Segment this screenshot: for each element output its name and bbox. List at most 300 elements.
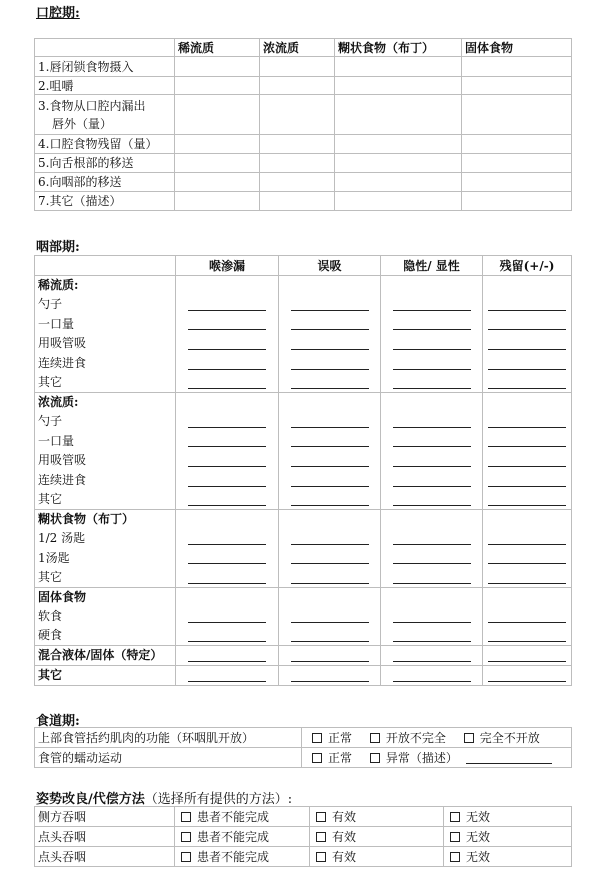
oral-row-label: 5.向舌根部的移送	[35, 154, 175, 173]
pharyngeal-cell	[176, 411, 279, 431]
esophageal-phase-title: 食道期:	[36, 714, 80, 729]
pharyngeal-row-label: 连续进食	[35, 353, 176, 373]
pharyngeal-cell	[483, 645, 572, 665]
pharyngeal-cell	[279, 411, 381, 431]
pharyngeal-row-label: 用吸管吸	[35, 334, 176, 354]
posture-row	[35, 827, 572, 847]
fill-in-blank[interactable]	[188, 532, 266, 545]
fill-in-blank[interactable]	[488, 415, 566, 428]
fill-in-blank[interactable]	[291, 610, 369, 623]
fill-in-blank[interactable]	[488, 474, 566, 487]
pharyngeal-cell	[279, 314, 381, 334]
oral-cell[interactable]	[335, 77, 462, 95]
pharyngeal-row-label: 一口量	[35, 314, 176, 334]
pharyngeal-row	[35, 645, 572, 665]
oral-cell[interactable]	[175, 95, 260, 135]
fill-in-blank[interactable]	[488, 669, 566, 682]
pharyngeal-cell	[279, 276, 381, 295]
fill-in-blank[interactable]	[488, 551, 566, 564]
pharyngeal-cell	[381, 665, 483, 685]
oral-row	[35, 57, 572, 77]
pharyngeal-group-label: 浓流质:	[35, 392, 176, 411]
pharyngeal-cell	[279, 431, 381, 451]
pharyngeal-cell	[176, 295, 279, 315]
pharyngeal-cell	[279, 606, 381, 626]
oral-cell[interactable]	[462, 135, 572, 154]
pharyngeal-cell	[381, 568, 483, 588]
pharyngeal-cell	[483, 509, 572, 528]
pharyngeal-header-blank	[35, 256, 176, 276]
pharyngeal-row	[35, 373, 572, 393]
pharyngeal-group-label: 固体食物	[35, 587, 176, 606]
checkbox[interactable]	[450, 832, 460, 842]
oral-header-blank	[35, 39, 175, 57]
fill-in-blank[interactable]	[291, 434, 369, 447]
pharyngeal-row-label: 其它	[35, 665, 176, 685]
pharyngeal-cell	[176, 528, 279, 548]
pharyngeal-header-aspiration: 误吸	[279, 256, 381, 276]
fill-in-blank[interactable]	[393, 376, 471, 389]
posture-option-label: 无效	[466, 829, 491, 844]
pharyngeal-cell	[176, 645, 279, 665]
oral-cell[interactable]	[260, 57, 335, 77]
pharyngeal-cell	[483, 314, 572, 334]
pharyngeal-cell	[279, 334, 381, 354]
pharyngeal-row	[35, 431, 572, 451]
pharyngeal-row-label: 勺子	[35, 411, 176, 431]
pharyngeal-row-label: 其它	[35, 490, 176, 510]
posture-option-label: 患者不能完成	[197, 809, 270, 824]
pharyngeal-cell	[483, 490, 572, 510]
oral-cell[interactable]	[260, 192, 335, 211]
posture-row	[35, 847, 572, 867]
option-normal-label: 正常	[328, 750, 353, 765]
oral-cell[interactable]	[175, 57, 260, 77]
fill-in-blank[interactable]	[188, 669, 266, 682]
pharyngeal-cell	[176, 568, 279, 588]
pharyngeal-cell	[176, 276, 279, 295]
option-normal-label: 正常	[328, 730, 353, 745]
oral-cell[interactable]	[335, 173, 462, 192]
posture-row-label: 点头吞咽	[35, 847, 175, 867]
fill-in-blank[interactable]	[188, 493, 266, 506]
pharyngeal-cell	[176, 314, 279, 334]
posture-option-cell	[444, 807, 572, 827]
pharyngeal-row	[35, 528, 572, 548]
pharyngeal-cell	[483, 276, 572, 295]
pharyngeal-cell	[279, 626, 381, 646]
checkbox[interactable]	[450, 852, 460, 862]
pharyngeal-cell	[279, 353, 381, 373]
posture-option-label: 无效	[466, 849, 491, 864]
oral-cell[interactable]	[175, 77, 260, 95]
pharyngeal-row	[35, 334, 572, 354]
fill-in-blank[interactable]	[291, 376, 369, 389]
pharyngeal-cell	[483, 411, 572, 431]
pharyngeal-cell	[381, 470, 483, 490]
fill-in-blank[interactable]	[488, 376, 566, 389]
pharyngeal-cell	[279, 490, 381, 510]
pharyngeal-group-label: 稀流质:	[35, 276, 176, 295]
fill-in-blank[interactable]	[393, 474, 471, 487]
pharyngeal-cell	[381, 373, 483, 393]
checkbox[interactable]	[464, 733, 474, 743]
pharyngeal-cell	[381, 431, 483, 451]
posture-option-label: 患者不能完成	[197, 849, 270, 864]
posture-option-cell	[175, 847, 310, 867]
oral-cell[interactable]	[335, 135, 462, 154]
oral-row	[35, 173, 572, 192]
oral-row	[35, 77, 572, 95]
fill-in-blank[interactable]	[188, 454, 266, 467]
oral-cell[interactable]	[260, 173, 335, 192]
pharyngeal-cell	[381, 411, 483, 431]
checkbox[interactable]	[316, 832, 326, 842]
oral-cell[interactable]	[462, 154, 572, 173]
pharyngeal-cell	[279, 528, 381, 548]
fill-in-blank[interactable]	[488, 317, 566, 330]
checkbox[interactable]	[370, 753, 380, 763]
posture-table	[34, 806, 572, 867]
fill-in-blank[interactable]	[291, 415, 369, 428]
oral-cell[interactable]	[260, 135, 335, 154]
posture-option-label: 患者不能完成	[197, 829, 270, 844]
oral-header-puree: 糊状食物（布丁）	[335, 39, 462, 57]
oral-cell[interactable]	[260, 95, 335, 135]
esophageal-row	[35, 728, 572, 748]
esophageal-row	[35, 748, 572, 768]
fill-in-blank[interactable]	[188, 610, 266, 623]
pharyngeal-row-label: 一口量	[35, 431, 176, 451]
fill-in-blank[interactable]	[488, 649, 566, 662]
fill-in-blank[interactable]	[291, 357, 369, 370]
pharyngeal-cell	[279, 587, 381, 606]
pharyngeal-cell	[483, 334, 572, 354]
fill-in-blank[interactable]	[291, 551, 369, 564]
pharyngeal-cell	[176, 431, 279, 451]
oral-phase-table	[34, 38, 572, 211]
fill-in-blank[interactable]	[488, 357, 566, 370]
pharyngeal-cell	[483, 470, 572, 490]
pharyngeal-cell	[279, 568, 381, 588]
posture-title-wrap	[36, 788, 292, 807]
pharyngeal-cell	[483, 295, 572, 315]
oral-cell[interactable]	[462, 95, 572, 135]
fill-in-blank[interactable]	[393, 415, 471, 428]
fill-in-blank[interactable]	[291, 454, 369, 467]
fill-in-blank[interactable]	[488, 610, 566, 623]
pharyngeal-cell	[279, 373, 381, 393]
fill-in-blank[interactable]	[488, 337, 566, 350]
pharyngeal-cell	[483, 373, 572, 393]
pharyngeal-cell	[279, 295, 381, 315]
fill-in-blank[interactable]	[488, 298, 566, 311]
pharyngeal-cell	[176, 548, 279, 568]
pharyngeal-row-label: 勺子	[35, 295, 176, 315]
oral-row-label-line1: 3.食物从口腔内漏出	[38, 98, 146, 113]
pharyngeal-row-label: 其它	[35, 568, 176, 588]
fill-in-blank[interactable]	[488, 571, 566, 584]
pharyngeal-cell	[381, 587, 483, 606]
pharyngeal-group-label: 糊状食物（布丁）	[35, 509, 176, 528]
oral-cell[interactable]	[462, 173, 572, 192]
oral-cell[interactable]	[335, 192, 462, 211]
posture-row-label: 点头吞咽	[35, 827, 175, 847]
fill-in-blank[interactable]	[188, 357, 266, 370]
oral-cell[interactable]	[462, 192, 572, 211]
fill-in-blank[interactable]	[188, 474, 266, 487]
pharyngeal-cell	[176, 373, 279, 393]
pharyngeal-cell	[483, 626, 572, 646]
fill-in-blank[interactable]	[291, 629, 369, 642]
oral-row-label	[35, 95, 175, 135]
pharyngeal-row	[35, 665, 572, 685]
fill-in-blank[interactable]	[291, 337, 369, 350]
pharyngeal-row	[35, 353, 572, 373]
pharyngeal-cell	[176, 509, 279, 528]
fill-in-blank[interactable]	[291, 474, 369, 487]
oral-cell[interactable]	[175, 154, 260, 173]
pharyngeal-cell	[381, 509, 483, 528]
checkbox[interactable]	[181, 832, 191, 842]
oral-cell[interactable]	[462, 77, 572, 95]
pharyngeal-phase-table	[34, 255, 572, 686]
pharyngeal-cell	[176, 392, 279, 411]
oral-cell[interactable]	[175, 173, 260, 192]
oral-header-row	[35, 39, 572, 57]
esophageal-phase-table	[34, 727, 572, 768]
pharyngeal-cell	[381, 645, 483, 665]
pharyngeal-cell	[483, 568, 572, 588]
posture-option-cell	[310, 827, 444, 847]
oral-header-thin-liquid: 稀流质	[175, 39, 260, 57]
pharyngeal-group-row	[35, 392, 572, 411]
oral-cell[interactable]	[335, 57, 462, 77]
fill-in-blank[interactable]	[291, 298, 369, 311]
fill-in-blank[interactable]	[291, 532, 369, 545]
oral-row-label: 7.其它（描述）	[35, 192, 175, 211]
fill-in-blank[interactable]	[188, 298, 266, 311]
pharyngeal-cell	[176, 451, 279, 471]
pharyngeal-row	[35, 295, 572, 315]
fill-in-blank[interactable]	[393, 610, 471, 623]
pharyngeal-cell	[381, 626, 483, 646]
oral-phase-title: 口腔期:	[36, 6, 80, 21]
pharyngeal-cell	[381, 334, 483, 354]
pharyngeal-header-residue: 残留(+/-)	[483, 256, 572, 276]
fill-in-blank[interactable]	[393, 434, 471, 447]
pharyngeal-cell	[483, 353, 572, 373]
fill-in-blank[interactable]	[188, 376, 266, 389]
fill-in-blank[interactable]	[393, 551, 471, 564]
pharyngeal-row	[35, 470, 572, 490]
fill-in-blank[interactable]	[393, 493, 471, 506]
pharyngeal-phase-title: 咽部期:	[36, 240, 80, 255]
fill-in-blank[interactable]	[291, 649, 369, 662]
pharyngeal-cell	[176, 334, 279, 354]
pharyngeal-row	[35, 568, 572, 588]
checkbox[interactable]	[316, 812, 326, 822]
pharyngeal-cell	[279, 470, 381, 490]
pharyngeal-row-label: 1汤匙	[35, 548, 176, 568]
fill-in-blank[interactable]	[188, 434, 266, 447]
fill-in-blank[interactable]	[188, 649, 266, 662]
fill-in-blank[interactable]	[393, 298, 471, 311]
oral-row-label: 1.唇闭锁食物摄入	[35, 57, 175, 77]
pharyngeal-cell	[381, 276, 483, 295]
pharyngeal-cell	[279, 509, 381, 528]
pharyngeal-cell	[381, 392, 483, 411]
fill-in-blank[interactable]	[291, 669, 369, 682]
esophageal-row-label: 食管的蠕动运动	[35, 748, 302, 768]
fill-in-blank[interactable]	[291, 571, 369, 584]
checkbox[interactable]	[312, 733, 322, 743]
fill-in-blank[interactable]	[291, 317, 369, 330]
pharyngeal-cell	[483, 587, 572, 606]
pharyngeal-cell	[483, 392, 572, 411]
pharyngeal-cell	[279, 392, 381, 411]
pharyngeal-cell	[381, 528, 483, 548]
oral-cell[interactable]	[175, 192, 260, 211]
pharyngeal-cell	[176, 490, 279, 510]
posture-option-label: 有效	[332, 829, 357, 844]
esophageal-row-label: 上部食管括约肌肉的功能（环咽肌开放）	[35, 728, 302, 748]
posture-option-cell	[310, 847, 444, 867]
oral-cell[interactable]	[335, 154, 462, 173]
oral-cell[interactable]	[175, 135, 260, 154]
describe-blank-line[interactable]	[466, 752, 552, 764]
fill-in-blank[interactable]	[393, 357, 471, 370]
posture-option-label: 无效	[466, 809, 491, 824]
posture-option-cell	[444, 827, 572, 847]
fill-in-blank[interactable]	[188, 571, 266, 584]
pharyngeal-header-penetration: 喉渗漏	[176, 256, 279, 276]
oral-row	[35, 95, 572, 135]
checkbox[interactable]	[181, 812, 191, 822]
posture-option-label: 有效	[332, 849, 357, 864]
oral-row	[35, 192, 572, 211]
checkbox[interactable]	[181, 852, 191, 862]
pharyngeal-header-row	[35, 256, 572, 276]
pharyngeal-cell	[381, 353, 483, 373]
pharyngeal-row-label: 用吸管吸	[35, 451, 176, 471]
oral-cell[interactable]	[335, 95, 462, 135]
pharyngeal-group-row	[35, 587, 572, 606]
oral-row-label: 4.口腔食物残留（量）	[35, 135, 175, 154]
pharyngeal-cell	[483, 451, 572, 471]
fill-in-blank[interactable]	[393, 337, 471, 350]
posture-option-cell	[175, 827, 310, 847]
pharyngeal-cell	[176, 587, 279, 606]
esophageal-options	[302, 728, 572, 748]
pharyngeal-cell	[483, 665, 572, 685]
posture-option-cell	[310, 807, 444, 827]
pharyngeal-row	[35, 411, 572, 431]
pharyngeal-row	[35, 490, 572, 510]
checkbox[interactable]	[450, 812, 460, 822]
fill-in-blank[interactable]	[188, 415, 266, 428]
pharyngeal-row-label: 软食	[35, 606, 176, 626]
checkbox[interactable]	[316, 852, 326, 862]
pharyngeal-cell	[176, 470, 279, 490]
pharyngeal-row	[35, 606, 572, 626]
pharyngeal-cell	[483, 528, 572, 548]
pharyngeal-cell	[483, 548, 572, 568]
fill-in-blank[interactable]	[488, 493, 566, 506]
posture-option-cell	[444, 847, 572, 867]
pharyngeal-cell	[483, 431, 572, 451]
fill-in-blank[interactable]	[188, 551, 266, 564]
fill-in-blank[interactable]	[488, 532, 566, 545]
pharyngeal-row-label: 连续进食	[35, 470, 176, 490]
pharyngeal-cell	[483, 606, 572, 626]
pharyngeal-row-label: 混合液体/固体（特定）	[35, 645, 176, 665]
pharyngeal-cell	[381, 314, 483, 334]
oral-row-label: 2.咀嚼	[35, 77, 175, 95]
pharyngeal-cell	[176, 626, 279, 646]
oral-cell[interactable]	[462, 57, 572, 77]
pharyngeal-cell	[279, 548, 381, 568]
fill-in-blank[interactable]	[393, 454, 471, 467]
fill-in-blank[interactable]	[188, 337, 266, 350]
pharyngeal-row-label: 其它	[35, 373, 176, 393]
fill-in-blank[interactable]	[393, 669, 471, 682]
oral-row	[35, 135, 572, 154]
option-abnormal-label: 异常（描述）	[385, 750, 458, 765]
pharyngeal-cell	[176, 353, 279, 373]
pharyngeal-cell	[381, 295, 483, 315]
posture-title: 姿势改良/代偿方法	[36, 792, 145, 807]
pharyngeal-row	[35, 548, 572, 568]
oral-row-label-line2: 唇外（量）	[52, 116, 113, 131]
fill-in-blank[interactable]	[393, 317, 471, 330]
fill-in-blank[interactable]	[488, 454, 566, 467]
fill-in-blank[interactable]	[188, 317, 266, 330]
oral-row-label: 6.向咽部的移送	[35, 173, 175, 192]
oral-cell[interactable]	[260, 77, 335, 95]
esophageal-options	[302, 748, 572, 768]
fill-in-blank[interactable]	[393, 532, 471, 545]
oral-header-solid: 固体食物	[462, 39, 572, 57]
pharyngeal-cell	[381, 451, 483, 471]
pharyngeal-row-label: 硬食	[35, 626, 176, 646]
posture-option-cell	[175, 807, 310, 827]
posture-row	[35, 807, 572, 827]
fill-in-blank[interactable]	[393, 649, 471, 662]
pharyngeal-group-row	[35, 509, 572, 528]
posture-option-label: 有效	[332, 809, 357, 824]
fill-in-blank[interactable]	[291, 493, 369, 506]
pharyngeal-cell	[279, 665, 381, 685]
pharyngeal-row	[35, 451, 572, 471]
option-no-opening-label: 完全不开放	[479, 730, 540, 745]
fill-in-blank[interactable]	[188, 629, 266, 642]
pharyngeal-cell	[176, 665, 279, 685]
fill-in-blank[interactable]	[488, 434, 566, 447]
checkbox[interactable]	[370, 733, 380, 743]
posture-row-label: 侧方吞咽	[35, 807, 175, 827]
oral-cell[interactable]	[260, 154, 335, 173]
posture-subtitle: （选择所有提供的方法）:	[144, 792, 293, 807]
fill-in-blank[interactable]	[393, 629, 471, 642]
pharyngeal-cell	[381, 490, 483, 510]
fill-in-blank[interactable]	[488, 629, 566, 642]
pharyngeal-cell	[381, 548, 483, 568]
oral-header-thick-liquid: 浓流质	[260, 39, 335, 57]
checkbox[interactable]	[312, 753, 322, 763]
pharyngeal-cell	[279, 645, 381, 665]
fill-in-blank[interactable]	[393, 571, 471, 584]
